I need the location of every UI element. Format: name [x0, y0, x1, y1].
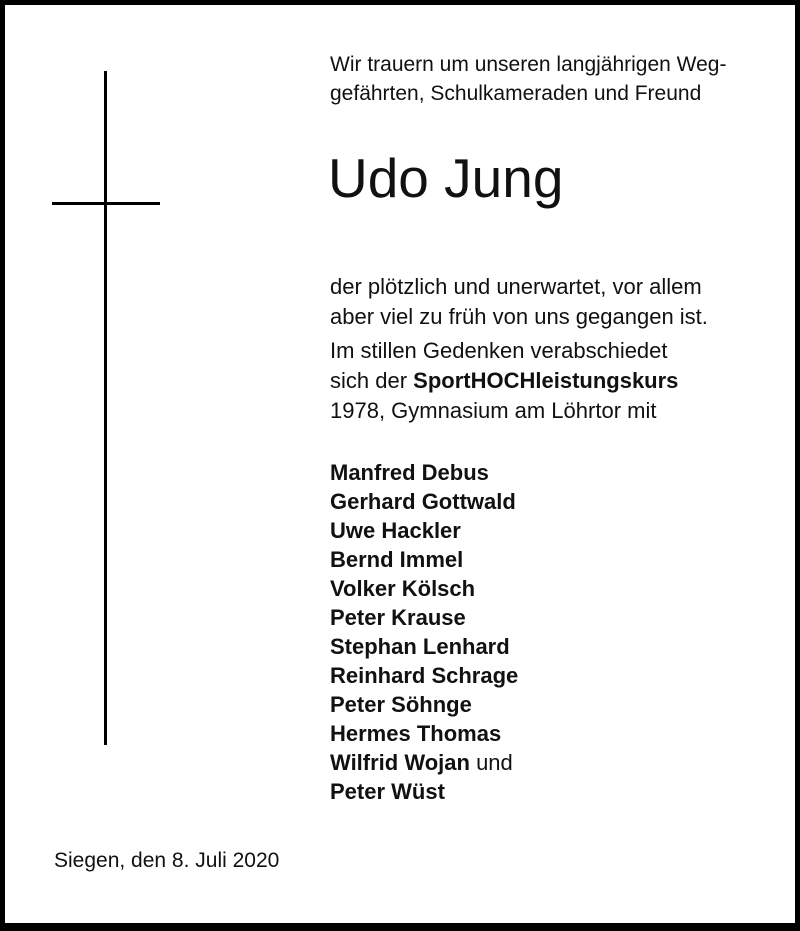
member-name: Reinhard Schrage: [330, 663, 519, 688]
member-name: Wilfrid Wojan: [330, 750, 470, 775]
deceased-name: Udo Jung: [328, 147, 564, 209]
member-name: Peter Wüst: [330, 779, 445, 804]
farewell-line-5: 1978, Gymnasium am Löhrtor mit: [330, 398, 657, 423]
course-name: SportHOCHleistungskurs: [413, 368, 679, 393]
member-name: Bernd Immel: [330, 547, 464, 572]
member-list-item: [330, 516, 518, 545]
member-list-item: [330, 661, 518, 690]
member-name: Manfred Debus: [330, 460, 489, 485]
member-list-item: [330, 632, 518, 661]
member-list-item: [330, 777, 518, 806]
member-name: Hermes Thomas: [330, 721, 502, 746]
cross-icon-vertical-bar: [104, 71, 107, 745]
cross-icon-horizontal-bar: [52, 202, 160, 205]
farewell-line-1: der plötzlich und unerwartet, vor allem: [330, 274, 702, 299]
member-list-item: [330, 748, 518, 777]
member-name: Uwe Hackler: [330, 518, 461, 543]
farewell-line-3: Im stillen Gedenken verabschiedet: [330, 338, 668, 363]
intro-line-1: Wir trauern um unseren langjährigen Weg-: [330, 53, 727, 76]
member-name: Volker Kölsch: [330, 576, 476, 601]
member-list: [330, 458, 518, 806]
farewell-text: [330, 272, 780, 426]
member-name: Stephan Lenhard: [330, 634, 510, 659]
member-list-item: [330, 487, 518, 516]
member-list-item: [330, 458, 518, 487]
member-list-item: [330, 719, 518, 748]
member-list-item: [330, 603, 518, 632]
farewell-line-4: [330, 366, 780, 396]
intro-text: [330, 50, 770, 108]
member-list-item: [330, 690, 518, 719]
intro-line-2: gefährten, Schulkameraden und Freund: [330, 82, 702, 105]
place-date: Siegen, den 8. Juli 2020: [54, 849, 280, 872]
farewell-line-2: aber viel zu früh von uns gegangen ist.: [330, 304, 708, 329]
farewell-line-4-prefix: sich der: [330, 368, 414, 393]
member-list-item: [330, 545, 518, 574]
member-list-item: [330, 574, 518, 603]
member-name: Peter Krause: [330, 605, 466, 630]
member-name: Peter Söhnge: [330, 692, 472, 717]
member-name: Gerhard Gottwald: [330, 489, 516, 514]
member-suffix: und: [469, 750, 513, 775]
